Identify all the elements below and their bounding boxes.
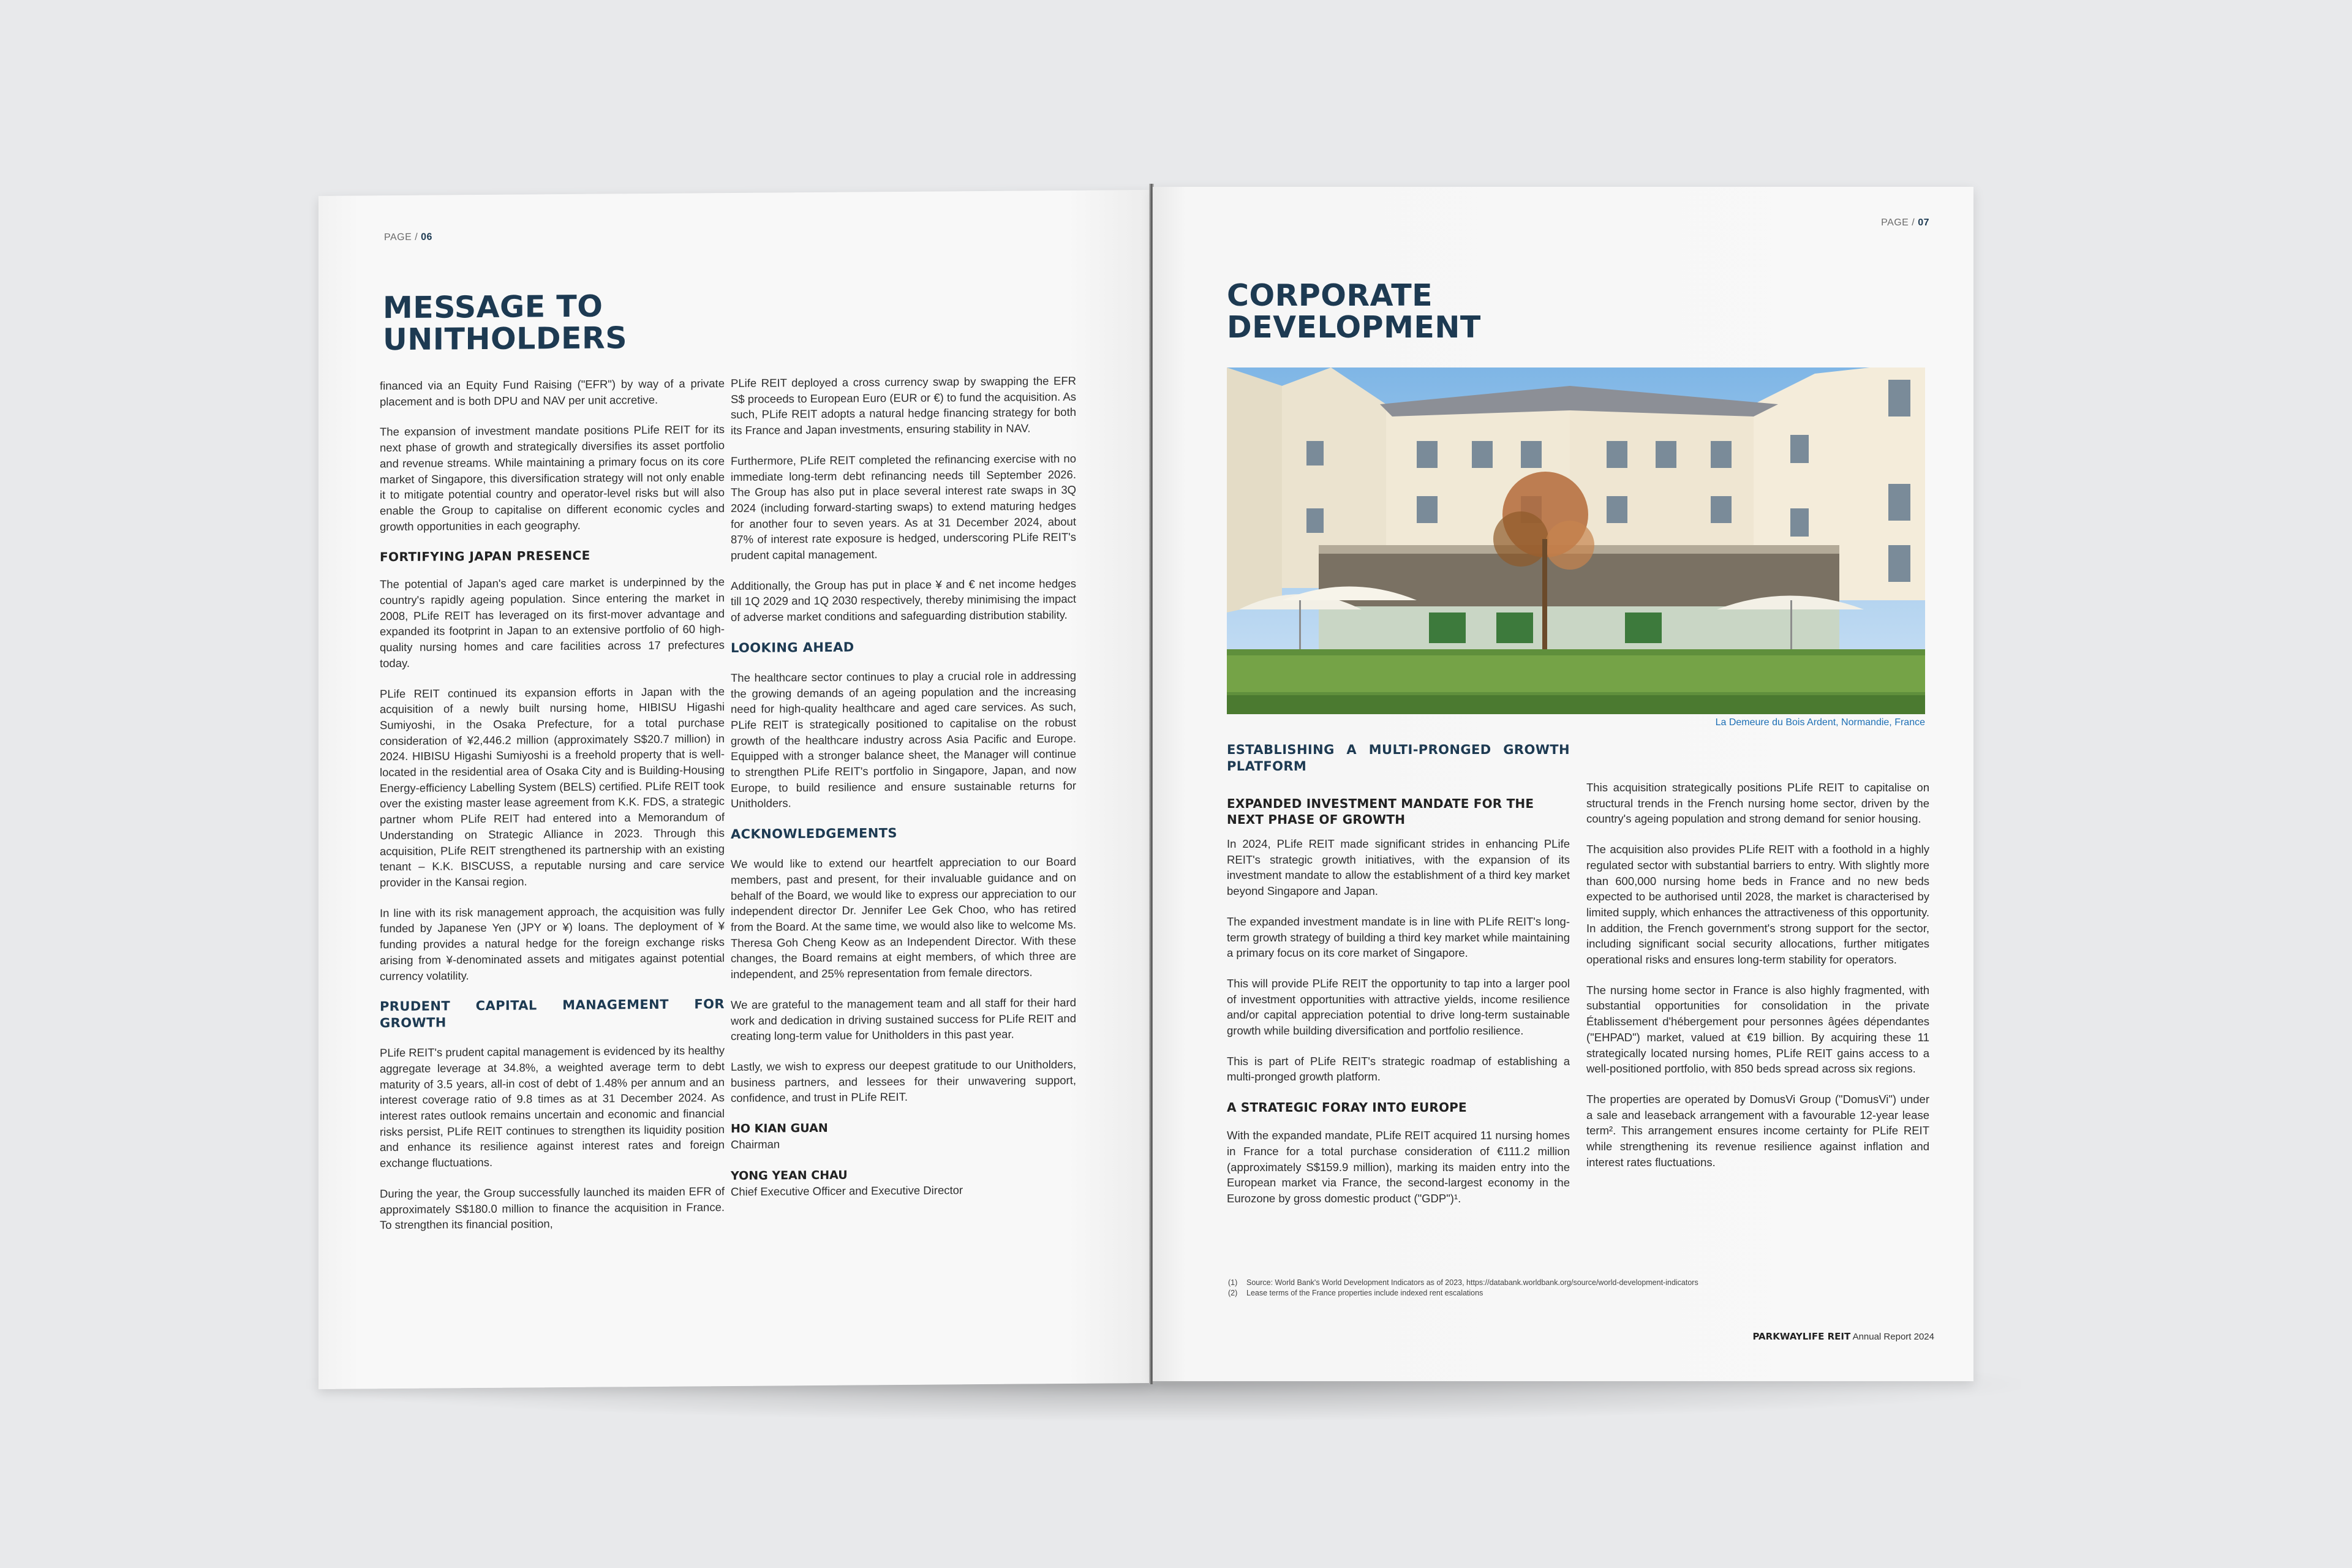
paragraph: Additionally, the Group has put in place ¥ and € net income hedges till 1Q 2029 and 1Q 2030 respectively, thereby minimising the impact of adverse market conditions and safeguarding distribution stability. — [731, 576, 1076, 624]
footnote — [1228, 1278, 1902, 1288]
title-line-2: UNITHOLDERS — [383, 320, 628, 358]
paragraph: In 2024, PLife REIT made significant strides in enhancing PLife REIT's strategic growth initiatives, with the expansion of its investment mandate to allow the establishment of a third key market beyond Singapore and Japan. — [1227, 837, 1570, 898]
left-page — [318, 190, 1150, 1389]
section-heading: FORTIFYING JAPAN PRESENCE — [380, 548, 590, 565]
paragraph: The acquisition also provides PLife REIT with a foothold in a highly regulated sector with substantial barriers to entry. With slightly more than 600,000 nursing home beds in France and no new beds expected to be authorised until 2028, the market is characterised by limited supply, which enhances the attractiveness of this opportunity. In addition, the French government's strong support for the sector, including significant social security allocations, further mitigates operational risks and ensures long-term stability for operators. — [1586, 843, 1929, 967]
title-line-1: CORPORATE — [1227, 278, 1433, 313]
page-number-value: 07 — [1918, 217, 1929, 228]
paragraph: In line with its risk management approach, the acquisition was fully funded by Japanese Yen (JPY or ¥) loans. The deployment of ¥ funding provides a natural hedge for the foreign exchange risks arising from ¥-denominated assets and mitigates against potential currency volatility. — [380, 903, 725, 982]
paragraph: This acquisition strategically positions PLife REIT to capitalise on structural trends in the French nursing home sector, driven by the country's ageing population and strong demand for senior housing. — [1586, 781, 1929, 826]
footnote-text: Lease terms of the France properties include indexed rent escalations — [1246, 1289, 1483, 1297]
title-line-1: MESSAGE TO — [383, 288, 603, 326]
paragraph: The healthcare sector continues to play a crucial role in addressing the growing demands of an ageing population and the increasing need for high-quality healthcare and aged care services. As such, PLife REIT is strategically positioned to capitalise on the robust growth of the healthcare industry across Asia Pacific and Europe. Equipped with a stronger balance sheet, the Manager will continue to strengthen PLife REIT's portfolio in Singapore, Japan, and now Europe, to build resilience and ensure sustainable returns for Unitholders. — [731, 668, 1076, 810]
page-number-left — [384, 232, 432, 244]
paragraph: The potential of Japan's aged care market is underpinned by the country's rapidly ageing population. Since entering the market in 2008, PLife REIT has leveraged on its first-mover advantage and expanded its footprint in Japan to an extensive portfolio of 60 high-quality nursing homes and care facilities across 17 prefectures today. — [380, 575, 725, 670]
paragraph: Lastly, we wish to express our deepest gratitude to our Unitholders, business partners, and lessees for their unwavering support, confidence, and trust in PLife REIT. — [731, 1057, 1076, 1105]
section-heading: PRUDENT CAPITAL MANAGEMENT FOR GROWTH — [380, 997, 725, 1031]
signatory-name: YONG YEAN CHAU — [731, 1168, 848, 1183]
section-heading: LOOKING AHEAD — [731, 639, 854, 655]
page-footer — [1752, 1331, 1934, 1342]
paragraph: With the expanded mandate, PLife REIT acquired 11 nursing homes in France for a total purchase consideration of €111.2 million (approximately S$159.9 million), marking its maiden entry into the European market via France, the second-largest economy in the Eurozone by gross domestic product ("GDP")¹. — [1227, 1129, 1570, 1205]
footnote — [1228, 1288, 1902, 1298]
signatory-title: Chairman — [731, 1137, 780, 1152]
footnote-number: (2) — [1228, 1289, 1238, 1297]
paragraph: During the year, the Group successfully launched its maiden EFR of approximately S$180.0 million to finance the acquisition in France. To strengthen its financial position, — [380, 1184, 725, 1232]
nursing-home-photo — [1227, 368, 1925, 714]
subsection-heading: EXPANDED INVESTMENT MANDATE FOR THE NEXT PHASE OF GROWTH — [1227, 796, 1534, 827]
paragraph: PLife REIT continued its expansion efforts in Japan with the acquisition of a newly built nursing home, HIBISU Higashi Sumiyoshi, in the Osaka Prefecture, for a total purchase consideration of ¥2,446.2 million (approximately S$20.7 million) in 2024. HIBISU Higashi Sumiyoshi is a freehold property that is well-located in the residential area of Osaka City and is Building-Housing Energy-efficiency Labelling System (BELS) certified. PLife REIT took over the existing master lease agreement from K.K. FDS, a strategic partner whom PLife REIT had entered into a Memorandum of Understanding on Strategic Alliance in 2023. Through this acquisition, PLife REIT strengthened its partnership with an existing tenant – K.K. BISCUSS, a reputable nursing and care service provider in the Kansai region. — [380, 684, 725, 889]
signatory-name: HO KIAN GUAN — [731, 1121, 828, 1136]
paragraph: We would like to extend our heartfelt appreciation to our Board members, past and present, for their invaluable guidance and on behalf of the Board, we would like to express our appreciation to our independent director Dr. Jennifer Lee Gek Choo, who has retired from the Board. At the same time, we would also like to welcome Ms. Theresa Goh Cheng Keow as an Independent Director. With these changes, the Board remains at eight members, of which three are independent, and 25% representation from female directors. — [731, 855, 1076, 981]
paragraph: The expanded investment mandate is in line with PLife REIT's long-term growth strategy of building a third key market while maintaining a primary focus on its core market of Singapore. — [1227, 914, 1570, 960]
footnote-number: (1) — [1228, 1278, 1238, 1287]
subsection-heading: A STRATEGIC FORAY INTO EUROPE — [1227, 1100, 1467, 1115]
footnote-text: Source: World Bank's World Development Indicators as of 2023, https://databank.worldbank.org/source/world-development-indicators — [1246, 1278, 1698, 1287]
paragraph: The nursing home sector in France is also highly fragmented, with substantial opportunities for consolidation in the private Établissement d'hébergement pour personnes âgées dépendantes ("EHPAD") market, valued at €19 billion. By acquiring these 11 strategically located nursing homes, PLife REIT gains access to a well-positioned portfolio, with 850 beds spread across six regions. — [1586, 983, 1929, 1076]
paragraph: Furthermore, PLife REIT completed the refinancing exercise with no immediate long-term debt refinancing needs till September 2026. The Group has also put in place several interest rate swaps in 3Q 2024 (including forward-starting swaps) to extend maturing hedges for another four to seven years. As at 31 December 2024, about 87% of interest rate exposure is hedged, underscoring PLife REIT's prudent capital management. — [731, 451, 1076, 562]
page-number-right — [1881, 217, 1929, 228]
paragraph: The expansion of investment mandate positions PLife REIT for its next phase of growth and strategically diversifies its asset portfolio and revenue streams. While maintaining a primary focus on its core market of Singapore, this diversification strategy will not only enable it to mitigate potential country and operator-level risks but will also enable the Group to capitalise on different economic cycles and growth opportunities in each geography. — [380, 423, 725, 533]
photo-caption: La Demeure du Bois Ardent, Normandie, France — [1715, 717, 1925, 728]
page-title-right — [1227, 280, 1481, 344]
paragraph: The properties are operated by DomusVi Group ("DomusVi") under a sale and leaseback arrangement with a favourable 12-year lease term². This arrangement ensures income certainty for PLife REIT while strengthening its revenue resilience against inflation and interest rates fluctuations. — [1586, 1092, 1929, 1169]
building-courtyard-illustration — [1227, 368, 1925, 714]
left-column-1 — [380, 375, 725, 1248]
section-heading: ACKNOWLEDGEMENTS — [731, 826, 897, 842]
signatory-title: Chief Executive Officer and Executive Director — [731, 1183, 963, 1199]
footer-brand: PARKWAYLIFE REIT — [1752, 1331, 1851, 1342]
footer-text: Annual Report 2024 — [1852, 1332, 1934, 1342]
page-label: PAGE / — [384, 232, 418, 243]
paragraph: PLife REIT's prudent capital management is evidenced by its healthy aggregate leverage at 34.8%, a weighted average term to debt maturity of 3.5 years, all-in cost of debt of 1.48% per annum and an interest coverage ratio of 9.8 times as at 31 December 2024. As interest rates outlook remains uncertain and economic and financial risks persist, PLife REIT continues to strengthen its liquidity position and enhance its resilience against interest rates and foreign exchange fluctuations. — [380, 1044, 725, 1170]
section-heading: ESTABLISHING A MULTI-PRONGED GROWTH PLATFORM — [1227, 742, 1570, 774]
right-column-2 — [1586, 780, 1929, 1185]
page-label: PAGE / — [1881, 217, 1915, 228]
paragraph: We are grateful to the management team and all staff for their hard work and dedication in driving sustained success for PLife REIT and creating long-term value for Unitholders in this past year. — [731, 995, 1076, 1043]
right-page — [1153, 187, 1973, 1381]
left-column-2 — [731, 373, 1076, 1215]
paragraph: This is part of PLife REIT's strategic roadmap of establishing a multi-pronged growth platform. — [1227, 1054, 1570, 1084]
paragraph: PLife REIT deployed a cross currency swap by swapping the EFR S$ proceeds to European Euro (EUR or €) to fund the acquisition. As such, PLife REIT adopts a natural hedge financing strategy for both its France and Japan investments, ensuring stability in NAV. — [731, 374, 1076, 437]
paragraph: This will provide PLife REIT the opportunity to tap into a larger pool of investment opportunities with attractive yields, income resilience and/or capital appreciation potential to drive long-term sustainable growth while building diversification and portfolio resilience. — [1227, 976, 1570, 1038]
footnotes — [1228, 1278, 1902, 1298]
paragraph: financed via an Equity Fund Raising ("EFR") by way of a private placement and is both DPU and NAV per unit accretive. — [380, 377, 725, 408]
page-number-value: 06 — [421, 232, 432, 243]
page-title-left — [383, 290, 627, 356]
right-column-1 — [1227, 742, 1570, 1221]
title-line-2: DEVELOPMENT — [1227, 310, 1481, 345]
